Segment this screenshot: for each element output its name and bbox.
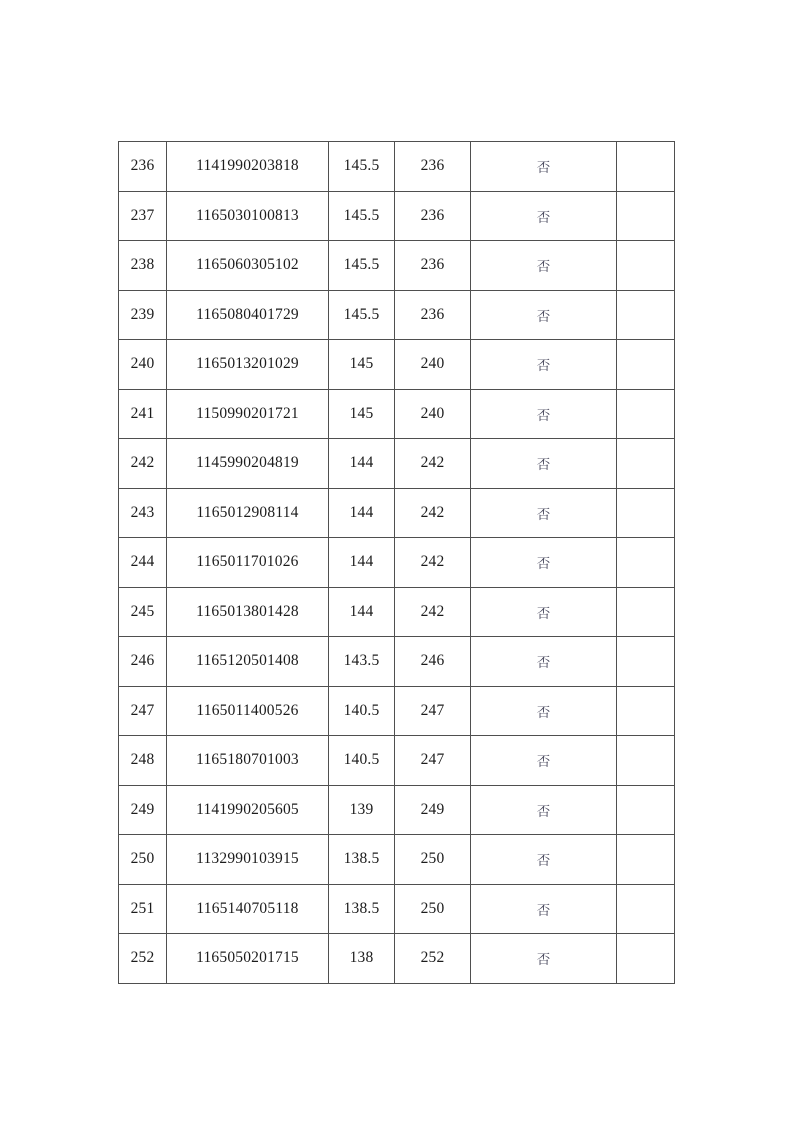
- cell-row-number: 250: [119, 835, 167, 885]
- cell-row-number: 239: [119, 290, 167, 340]
- cell-candidate-id: 1145990204819: [167, 439, 329, 489]
- cell-row-number: 241: [119, 389, 167, 439]
- cell-flag: 否: [471, 587, 617, 637]
- cell-candidate-id: 1165080401729: [167, 290, 329, 340]
- cell-candidate-id: 1141990205605: [167, 785, 329, 835]
- cell-flag: 否: [471, 686, 617, 736]
- table-row: [119, 587, 675, 637]
- table-row: [119, 934, 675, 984]
- cell-remark: [617, 785, 675, 835]
- cell-score: 143.5: [329, 637, 395, 687]
- cell-remark: [617, 884, 675, 934]
- cell-remark: [617, 686, 675, 736]
- cell-flag: 否: [471, 191, 617, 241]
- table-row: [119, 389, 675, 439]
- cell-candidate-id: 1150990201721: [167, 389, 329, 439]
- cell-row-number: 247: [119, 686, 167, 736]
- cell-rank: 240: [395, 389, 471, 439]
- cell-score: 145.5: [329, 142, 395, 192]
- cell-candidate-id: 1165180701003: [167, 736, 329, 786]
- cell-score: 144: [329, 488, 395, 538]
- cell-row-number: 242: [119, 439, 167, 489]
- table-row: [119, 884, 675, 934]
- cell-candidate-id: 1165030100813: [167, 191, 329, 241]
- table-row: [119, 488, 675, 538]
- cell-score: 144: [329, 587, 395, 637]
- score-table: [118, 141, 675, 984]
- cell-row-number: 236: [119, 142, 167, 192]
- cell-score: 138.5: [329, 835, 395, 885]
- cell-rank: 247: [395, 686, 471, 736]
- cell-candidate-id: 1165140705118: [167, 884, 329, 934]
- cell-score: 138.5: [329, 884, 395, 934]
- cell-flag: 否: [471, 389, 617, 439]
- cell-flag: 否: [471, 538, 617, 588]
- cell-rank: 242: [395, 538, 471, 588]
- cell-row-number: 245: [119, 587, 167, 637]
- cell-score: 144: [329, 439, 395, 489]
- cell-remark: [617, 340, 675, 390]
- table-row: [119, 538, 675, 588]
- cell-row-number: 243: [119, 488, 167, 538]
- cell-row-number: 249: [119, 785, 167, 835]
- cell-remark: [617, 439, 675, 489]
- cell-row-number: 252: [119, 934, 167, 984]
- cell-remark: [617, 191, 675, 241]
- cell-candidate-id: 1165120501408: [167, 637, 329, 687]
- cell-rank: 240: [395, 340, 471, 390]
- cell-flag: 否: [471, 439, 617, 489]
- cell-remark: [617, 587, 675, 637]
- cell-row-number: 244: [119, 538, 167, 588]
- cell-score: 145: [329, 340, 395, 390]
- cell-remark: [617, 835, 675, 885]
- table-row: [119, 439, 675, 489]
- cell-row-number: 240: [119, 340, 167, 390]
- table-row: [119, 290, 675, 340]
- cell-flag: 否: [471, 241, 617, 291]
- cell-candidate-id: 1165011701026: [167, 538, 329, 588]
- cell-flag: 否: [471, 290, 617, 340]
- cell-score: 145.5: [329, 241, 395, 291]
- cell-remark: [617, 389, 675, 439]
- table-row: [119, 637, 675, 687]
- table-row: [119, 785, 675, 835]
- cell-score: 140.5: [329, 686, 395, 736]
- cell-candidate-id: 1165013201029: [167, 340, 329, 390]
- cell-rank: 250: [395, 835, 471, 885]
- cell-remark: [617, 538, 675, 588]
- table-row: [119, 835, 675, 885]
- cell-flag: 否: [471, 340, 617, 390]
- cell-rank: 236: [395, 142, 471, 192]
- cell-rank: 249: [395, 785, 471, 835]
- cell-rank: 247: [395, 736, 471, 786]
- cell-flag: 否: [471, 142, 617, 192]
- cell-rank: 242: [395, 488, 471, 538]
- cell-rank: 236: [395, 290, 471, 340]
- score-table-body: [119, 142, 675, 984]
- cell-rank: 236: [395, 191, 471, 241]
- cell-candidate-id: 1132990103915: [167, 835, 329, 885]
- cell-candidate-id: 1165011400526: [167, 686, 329, 736]
- cell-candidate-id: 1165060305102: [167, 241, 329, 291]
- cell-row-number: 248: [119, 736, 167, 786]
- cell-rank: 236: [395, 241, 471, 291]
- cell-score: 140.5: [329, 736, 395, 786]
- table-row: [119, 736, 675, 786]
- cell-flag: 否: [471, 835, 617, 885]
- cell-candidate-id: 1165050201715: [167, 934, 329, 984]
- cell-rank: 246: [395, 637, 471, 687]
- cell-flag: 否: [471, 934, 617, 984]
- cell-rank: 252: [395, 934, 471, 984]
- table-row: [119, 686, 675, 736]
- cell-flag: 否: [471, 785, 617, 835]
- cell-remark: [617, 736, 675, 786]
- cell-remark: [617, 290, 675, 340]
- cell-remark: [617, 488, 675, 538]
- cell-flag: 否: [471, 884, 617, 934]
- cell-score: 138: [329, 934, 395, 984]
- cell-score: 145: [329, 389, 395, 439]
- cell-flag: 否: [471, 736, 617, 786]
- cell-row-number: 237: [119, 191, 167, 241]
- cell-candidate-id: 1165013801428: [167, 587, 329, 637]
- cell-flag: 否: [471, 488, 617, 538]
- table-row: [119, 191, 675, 241]
- cell-candidate-id: 1141990203818: [167, 142, 329, 192]
- cell-score: 144: [329, 538, 395, 588]
- cell-score: 145.5: [329, 290, 395, 340]
- cell-rank: 250: [395, 884, 471, 934]
- cell-candidate-id: 1165012908114: [167, 488, 329, 538]
- cell-remark: [617, 241, 675, 291]
- table-row: [119, 241, 675, 291]
- cell-rank: 242: [395, 439, 471, 489]
- cell-row-number: 246: [119, 637, 167, 687]
- cell-remark: [617, 637, 675, 687]
- cell-remark: [617, 934, 675, 984]
- cell-score: 145.5: [329, 191, 395, 241]
- table-row: [119, 142, 675, 192]
- cell-flag: 否: [471, 637, 617, 687]
- cell-rank: 242: [395, 587, 471, 637]
- table-row: [119, 340, 675, 390]
- cell-score: 139: [329, 785, 395, 835]
- cell-row-number: 238: [119, 241, 167, 291]
- cell-remark: [617, 142, 675, 192]
- cell-row-number: 251: [119, 884, 167, 934]
